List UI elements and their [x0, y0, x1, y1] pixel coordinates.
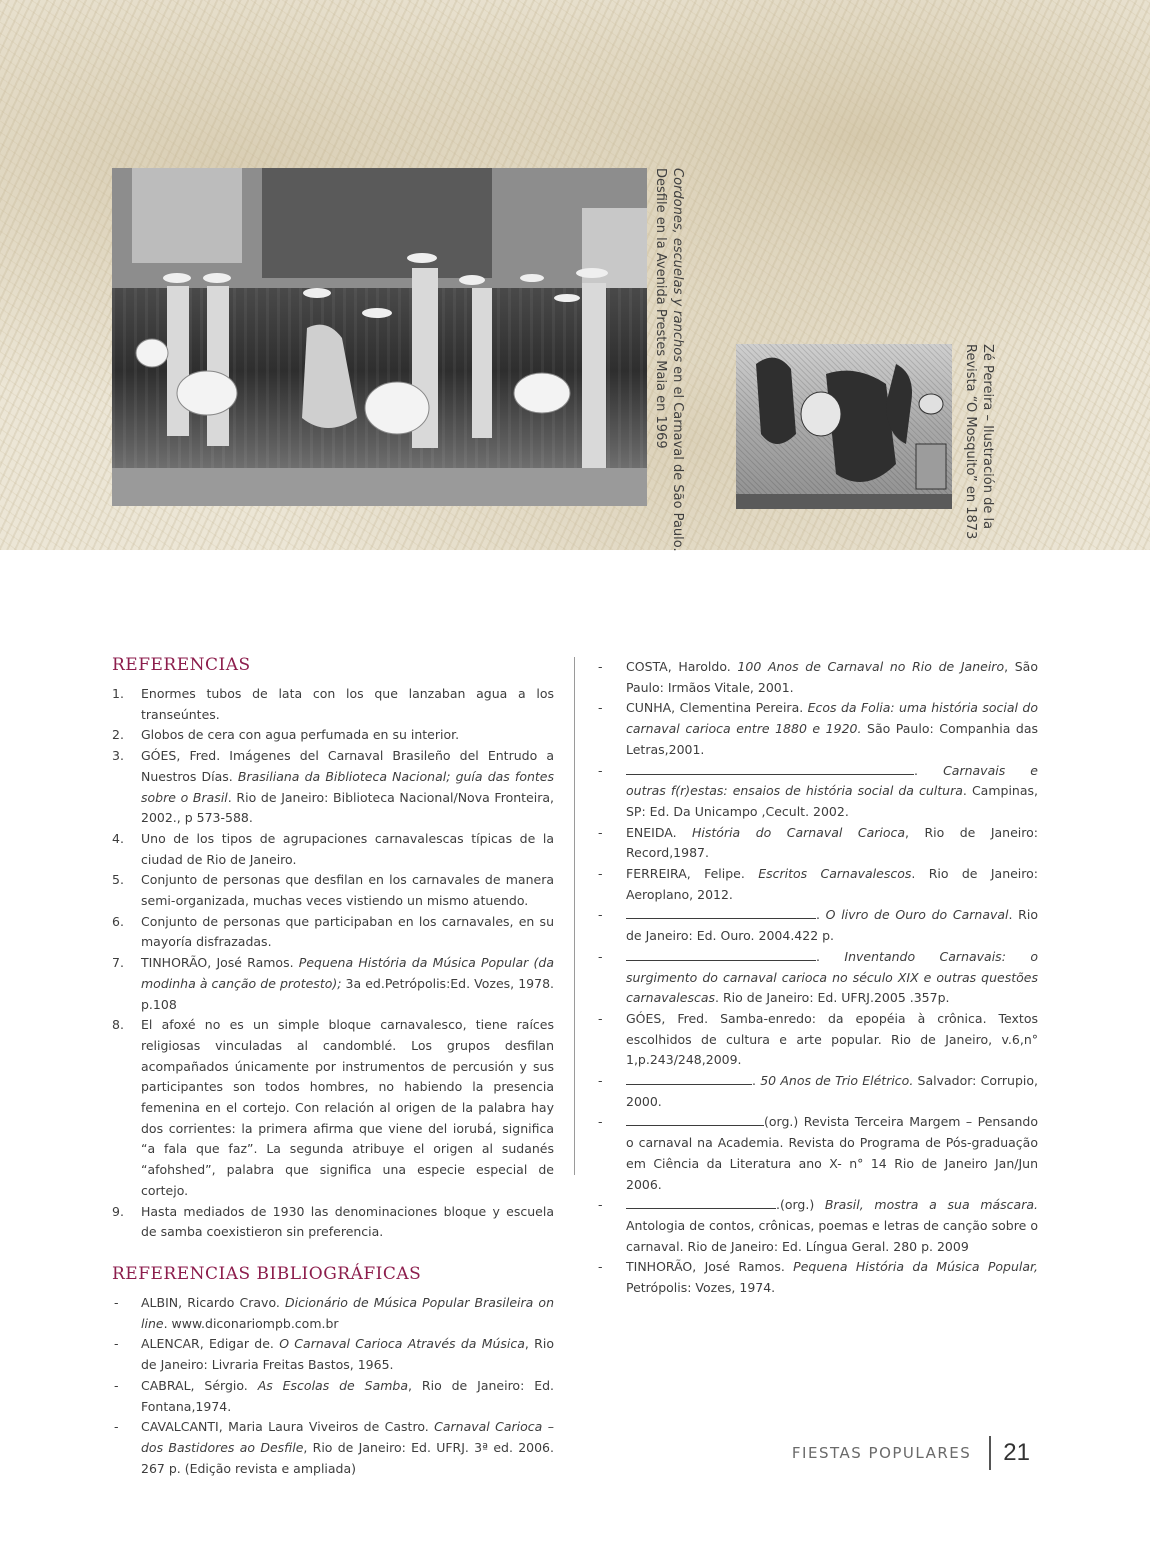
bullet-dash: - — [598, 907, 603, 923]
reference-number: 4. — [112, 830, 124, 846]
bibliography-list-left — [112, 1293, 554, 1479]
bibliography-item: - CUNHA, Clementina Pereira. Ecos da Folia: uma história social do carnaval carioca entre 1880 e 1920. São Paulo: Companhia das Letras,2001. — [598, 700, 1039, 757]
bullet-dash: - — [598, 659, 603, 674]
bullet-dash: - — [598, 700, 603, 716]
reference-item: 4. Uno de los tipos de agrupaciones carnavalescas típicas de la ciudad de Rio de Janeiro. — [112, 830, 554, 867]
bullet-dash: - — [114, 1294, 119, 1310]
bullet-dash: - — [598, 1259, 603, 1275]
bullet-dash: - — [114, 1419, 119, 1435]
page-number: 21 — [1003, 1439, 1030, 1466]
bibliography-list-right — [596, 657, 1038, 1299]
reference-number: 3. — [112, 748, 124, 764]
bullet-dash: - — [598, 1197, 603, 1213]
bullet-dash: - — [598, 1010, 603, 1026]
bibliography-item: - GÓES, Fred. Samba-enredo: da epopéia à crônica. Textos escolhidos de cultura e arte popular. Rio de Janeiro, v.6,n° 1,p.243/248,2009. — [598, 1010, 1038, 1068]
left-column — [112, 652, 554, 1479]
right-column — [596, 657, 1038, 1299]
bibliography-item: - . Carnavais e outras f(r)estas: ensaios de história social da cultura. Campinas, SP: Ed. Da Unicampo ,Cecult. 2002. — [598, 762, 1038, 819]
references-heading: REFERENCIAS — [112, 655, 251, 675]
section-title: FIESTAS POPULARES — [791, 1444, 972, 1462]
ze-pereira-illustration — [736, 344, 952, 509]
author-repeat-line — [626, 906, 816, 919]
reference-number: 1. — [112, 686, 124, 701]
bibliography-item: - FERREIRA, Felipe. Escritos Carnavalescos. Rio de Janeiro: Aeroplano, 2012. — [598, 866, 1039, 902]
bibliography-item: - CABRAL, Sérgio. As Escolas de Samba, Rio de Janeiro: Ed. Fontana,1974. — [114, 1377, 554, 1414]
reference-number: 9. — [112, 1203, 124, 1219]
reference-item: 2. Globos de cera con agua perfumada en su interior. — [112, 725, 554, 746]
reference-number: 6. — [112, 913, 124, 929]
bullet-dash: - — [598, 1073, 603, 1089]
reference-number: 7. — [112, 955, 124, 971]
bibliography-item: - (org.) Revista Terceira Margem – Pensando o carnaval na Academia. Revista do Programa de Pós-graduação em Ciência da Literatura ano X- n° 14 Rio de Janeiro Jan/Jun 2006. — [598, 1114, 1038, 1192]
bibliography-item: - ALBIN, Ricardo Cravo. Dicionário de Música Popular Brasileira on line. www.diconariompb.com.br — [114, 1294, 554, 1331]
author-repeat-line — [626, 1072, 752, 1085]
bullet-dash: - — [114, 1336, 119, 1352]
bullet-dash: - — [598, 1114, 603, 1130]
bibliography-heading: REFERENCIAS BIBLIOGRÁFICAS — [112, 1263, 422, 1284]
bibliography-item: - . 50 Anos de Trio Elétrico. Salvador: Corrupio, 2000. — [598, 1073, 1039, 1109]
bullet-dash: - — [598, 866, 603, 882]
bullet-dash: - — [598, 762, 603, 778]
reference-item: 7. TINHORÃO, José Ramos. Pequena História da Música Popular (da modinha à canção de protesto); 3a ed.Petrópolis:Ed. Vozes, 1978. p.108 — [112, 955, 554, 1012]
reference-number: 8. — [112, 1017, 124, 1033]
carnival-parade-photo — [112, 168, 647, 506]
footer-divider — [989, 1436, 991, 1470]
reference-item: 8. El afoxé no es un simple bloque carnavalesco, tiene raíces religiosas vinculadas al candomblé. Los grupos desfilan acompañados únicamente por instrumentos de percusión y sus participantes son todos hombres, no habiendo la presencia femenina en el cortejo. Con relación al origen de la palabra hay dos corrientes: la primera afirma que viene del iorubá, significa “a fala que faz”. La segunda atribuye el origen al sudanés “afohshed”, palabra que significa una especie especial de cortejo. — [112, 1017, 554, 1198]
author-repeat-line — [626, 1196, 776, 1209]
bibliography-item: - ENEIDA. História do Carnaval Carioca, Rio de Janeiro: Record,1987. — [598, 824, 1038, 861]
bibliography-item: - TINHORÃO, José Ramos. Pequena História da Música Popular, Petrópolis: Vozes, 1974. — [598, 1259, 1039, 1296]
photo-caption-parade: Cordones, escuelas y ranchos en el Carnaval de São Paulo. Desfile en la Avenida Prestes Maia en 1969 — [653, 168, 685, 552]
references-list — [112, 684, 554, 1243]
reference-number: 5. — [112, 872, 124, 888]
reference-number: 2. — [112, 727, 124, 743]
bibliography-item: - . Inventando Carnavais: o surgimento do carnaval carioca no século XIX e outras questões carnavalescas. Rio de Janeiro: Ed. UFRJ.2005 .357p. — [598, 948, 1038, 1006]
reference-item: 5. Conjunto de personas que desfilan en los carnavales de manera semi-organizada, muchas veces vistiendo un mismo atuendo. — [112, 872, 554, 909]
bibliography-item: - CAVALCANTI, Maria Laura Viveiros de Castro. Carnaval Carioca – dos Bastidores ao Desfile, Rio de Janeiro: Ed. UFRJ. 3ª ed. 2006. 267 p. (Edição revista e ampliada) — [114, 1419, 554, 1476]
reference-item: 9. Hasta mediados de 1930 las denominaciones bloque y escuela de samba coexistieron sin preferencia. — [112, 1203, 554, 1240]
photo-caption-illustration: Zé Pereira – Ilustración de la Revista “O Mosquito” en 1873 — [963, 344, 995, 540]
bibliography-item: - COSTA, Haroldo. 100 Anos de Carnaval no Rio de Janeiro, São Paulo: Irmãos Vitale, 2001. — [598, 659, 1038, 695]
bibliography-item: - ALENCAR, Edigar de. O Carnaval Carioca Através da Música, Rio de Janeiro: Livraria Freitas Bastos, 1965. — [114, 1336, 554, 1373]
reference-item: 3. GÓES, Fred. Imágenes del Carnaval Brasileño del Entrudo a Nuestros Días. Brasiliana da Biblioteca Nacional; guía das fontes sobre o Brasil. Rio de Janeiro: Biblioteca Nacional/Nova Fronteira, 2002., p 573-588. — [112, 748, 555, 826]
bullet-dash: - — [114, 1377, 119, 1393]
bibliography-item: - . O livro de Ouro do Carnaval. Rio de Janeiro: Ed. Ouro. 2004.422 p. — [598, 907, 1038, 944]
author-repeat-line — [626, 948, 816, 961]
author-repeat-line — [626, 1113, 764, 1126]
column-divider — [574, 657, 575, 1175]
reference-item: 1. Enormes tubos de lata con los que lanzaban agua a los transeúntes. — [112, 686, 554, 722]
reference-item: 6. Conjunto de personas que participaban en los carnavales, en su mayoría disfrazadas. — [112, 913, 554, 950]
bibliography-item: - .(org.) Brasil, mostra a sua máscara. Antologia de contos, crônicas, poemas e letras de canção sobre o carnaval. Rio de Janeiro: Ed. Língua Geral. 280 p. 2009 — [598, 1197, 1038, 1254]
bullet-dash: - — [598, 948, 603, 964]
page-footer — [792, 1436, 1030, 1470]
author-repeat-line — [626, 762, 914, 775]
bullet-dash: - — [598, 824, 603, 840]
